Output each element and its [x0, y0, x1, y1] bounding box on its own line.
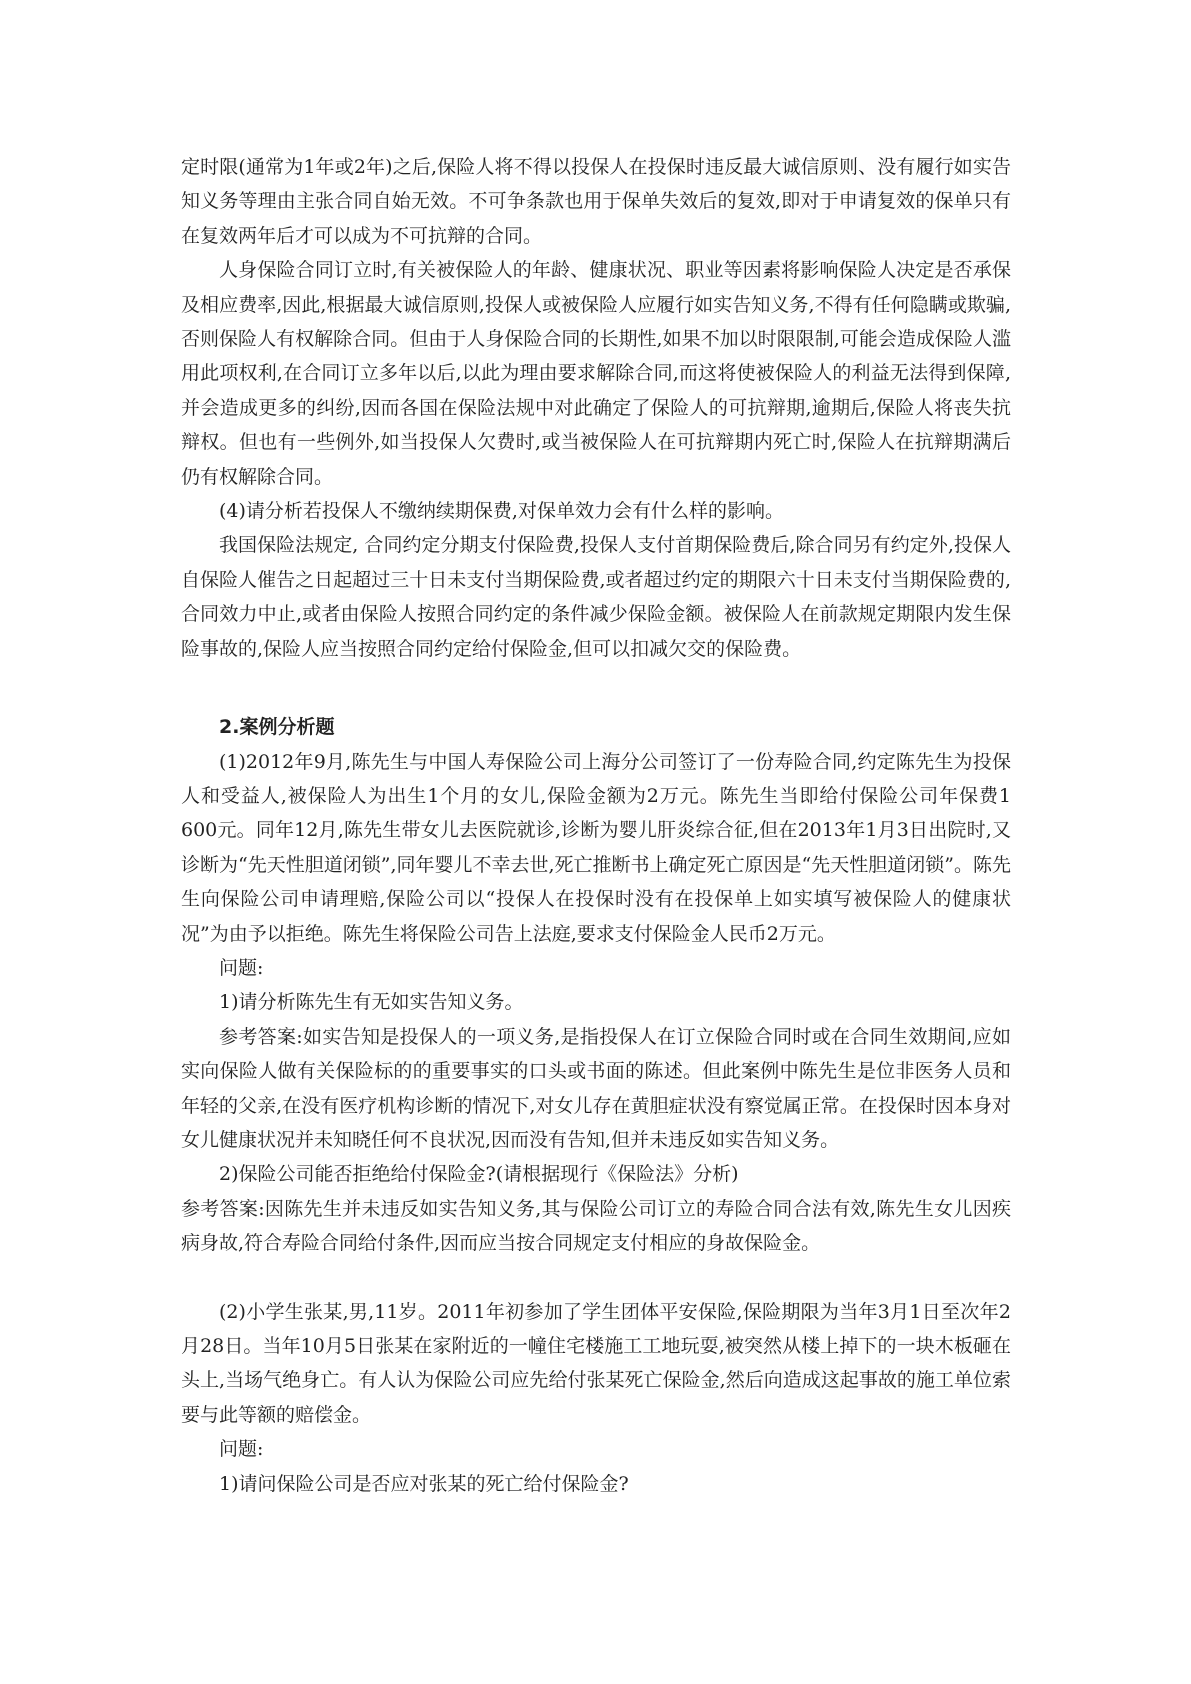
answer-4: 我国保险法规定, 合同约定分期支付保险费,投保人支付首期保险费后,除合同另有约定外,投保人自保险人催告之日起超过三十日未支付当期保险费,或者超过约定的期限六十日未支付当期保险费的,合同效力中止,或者由保险人按照合同约定的条件减少保险金额。被保险人在前款规定期限内发生保险事故的,保险人应当按照合同约定给付保险金,但可以扣减欠交的保险费。 — [181, 534, 1011, 660]
paragraph-contestability: 人身保险合同订立时,有关被保险人的年龄、健康状况、职业等因素将影响保险人决定是否承保及相应费率,因此,根据最大诚信原则,投保人或被保险人应履行如实告知义务,不得有任何隐瞒或欺骗,否则保险人有权解除合同。但由于人身保险合同的长期性,如果不加以时限限制,可能会造成保险人滥用此项权利,在合同订立多年以后,以此为理由要求解除合同,而这将使被保险人的利益无法得到保障,并会造成更多的纠纷,因而各国在保险法规中对此确定了保险人的可抗辩期,逾期后,保险人将丧失抗辩权。但也有一些例外,如当投保人欠费时,或当被保险人在可抗辩期内死亡时,保险人在抗辩期满后仍有权解除合同。 — [181, 259, 1011, 488]
document-body — [181, 150, 1011, 1501]
case-2-question-label: 问题: — [219, 1438, 264, 1461]
case-1-question-1: 1)请分析陈先生有无如实告知义务。 — [219, 991, 524, 1014]
case-1-answer-2: 参考答案:因陈先生并未违反如实告知义务,其与保险公司订立的寿险合同合法有效,陈先生女儿因疾病身故,符合寿险合同给付条件,因而应当按合同规定支付相应的身故保险金。 — [181, 1197, 1011, 1255]
case-1-text: (1)2012年9月,陈先生与中国人寿保险公司上海分公司签订了一份寿险合同,约定陈先生为投保人和受益人,被保险人为出生1个月的女儿,保险金额为2万元。陈先生当即给付保险公司年保费1 600元。同年12月,陈先生带女儿去医院就诊,诊断为婴儿肝炎综合征,但在2013年1月3日出院时,又诊断为“先天性胆道闭锁”,同年婴儿不幸去世,死亡推断书上确定死亡原因是“先天性胆道闭锁”。陈先生向保险公司申请理赔,保险公司以“投保人在投保时没有在投保单上如实填写被保险人的健康状况”为由予以拒绝。陈先生将保险公司告上法庭,要求支付保险金人民币2万元。 — [181, 750, 1011, 945]
spacer — [181, 1261, 1011, 1295]
case-1-question-label: 问题: — [219, 956, 264, 979]
case-1-question-2: 2)保险公司能否拒绝给付保险金?(请根据现行《保险法》分析) — [219, 1163, 739, 1186]
case-2-text: (2)小学生张某,男,11岁。2011年初参加了学生团体平安保险,保险期限为当年3月1日至次年2月28日。当年10月5日张某在家附近的一幢住宅楼施工工地玩耍,被突然从楼上掉下的一块木板砸在头上,当场气绝身亡。有人认为保险公司应先给付张某死亡保险金,然后向造成这起事故的施工单位索要与此等额的赔偿金。 — [181, 1300, 1011, 1426]
spacer — [181, 666, 1011, 710]
case-2-question-1: 1)请问保险公司是否应对张某的死亡给付保险金? — [219, 1472, 629, 1495]
section-heading: 2.案例分析题 — [219, 716, 335, 739]
question-4: (4)请分析若投保人不缴纳续期保费,对保单效力会有什么样的影响。 — [219, 500, 784, 523]
paragraph-continuation: 定时限(通常为1年或2年)之后,保险人将不得以投保人在投保时违反最大诚信原则、没有履行如实告知义务等理由主张合同自始无效。不可争条款也用于保单失效后的复效,即对于申请复效的保单只有在复效两年后才可以成为不可抗辩的合同。 — [181, 156, 1011, 247]
case-1-answer-1: 参考答案:如实告知是投保人的一项义务,是指投保人在订立保险合同时或在合同生效期间,应如实向保险人做有关保险标的的重要事实的口头或书面的陈述。但此案例中陈先生是位非医务人员和年轻的父亲,在没有医疗机构诊断的情况下,对女儿存在黄胆症状没有察觉属正常。在投保时因本身对女儿健康状况并未知晓任何不良状况,因而没有告知,但并未违反如实告知义务。 — [181, 1025, 1011, 1151]
